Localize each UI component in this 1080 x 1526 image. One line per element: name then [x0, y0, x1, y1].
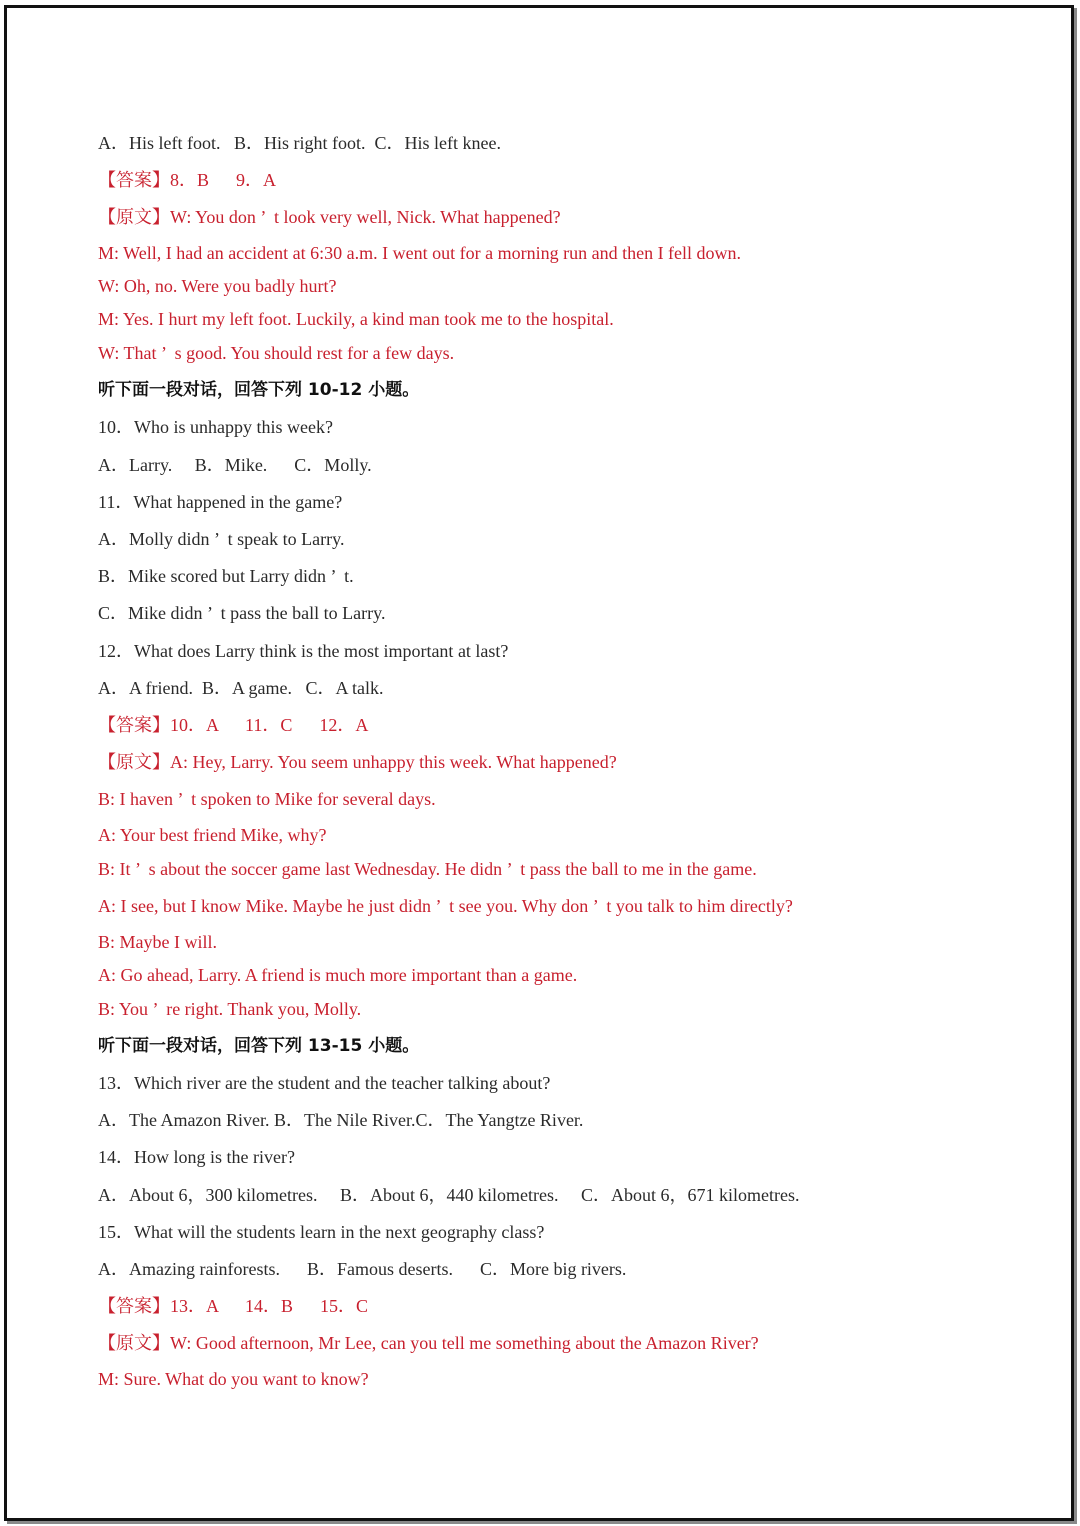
q11-option-b: B．Mike scored but Larry didn ’ t.	[98, 566, 354, 586]
q15-options: A．Amazing rainforests. B．Famous deserts. C．More big rivers.	[98, 1259, 627, 1279]
transcript-10-12-line-3: A: Your best friend Mike, why?	[98, 825, 327, 845]
question-13: 13．Which river are the student and the teacher talking about?	[98, 1073, 551, 1093]
transcript-10-12-line-6: B: Maybe I will.	[98, 932, 217, 952]
answer-13-15: 【答案】13．A 14．B 15．C	[98, 1296, 369, 1316]
question-12: 12．What does Larry think is the most important at last?	[98, 641, 509, 661]
transcript-10-12-line-2: B: I haven ’ t spoken to Mike for several days.	[98, 789, 436, 809]
q13-options: A．The Amazon River. B．The Nile River.C．The Yangtze River.	[98, 1110, 584, 1130]
question-11: 11．What happened in the game?	[98, 492, 343, 512]
question-15: 15．What will the students learn in the next geography class?	[98, 1222, 545, 1242]
q11-option-c: C．Mike didn ’ t pass the ball to Larry.	[98, 603, 386, 623]
transcript-8-9-line-3: W: Oh, no. Were you badly hurt?	[98, 276, 337, 296]
q14-options: A．About 6，300 kilometres. B．About 6，440 kilometres. C．About 6，671 kilometres.	[98, 1185, 800, 1205]
question-10: 10．Who is unhappy this week?	[98, 417, 333, 437]
section-heading-10-12: 听下面一段对话，回答下列 10-12 小题。	[98, 380, 420, 400]
transcript-10-12-line-1: 【原文】A: Hey, Larry. You seem unhappy this week. What happened?	[98, 752, 617, 772]
transcript-8-9-line-4: M: Yes. I hurt my left foot. Luckily, a kind man took me to the hospital.	[98, 309, 614, 329]
transcript-8-9-line-5: W: That ’ s good. You should rest for a few days.	[98, 343, 455, 363]
transcript-13-15-line-2: M: Sure. What do you want to know?	[98, 1369, 369, 1389]
transcript-8-9-line-1: 【原文】W: You don ’ t look very well, Nick. What happened?	[98, 207, 561, 227]
answer-8-9: 【答案】8．B 9．A	[98, 170, 277, 190]
question-14: 14．How long is the river?	[98, 1147, 295, 1167]
q10-options: A．Larry. B．Mike. C．Molly.	[98, 455, 372, 475]
transcript-10-12-line-7: A: Go ahead, Larry. A friend is much more important than a game.	[98, 965, 578, 985]
transcript-8-9-line-2: M: Well, I had an accident at 6:30 a.m. I went out for a morning run and then I fell down.	[98, 243, 742, 263]
transcript-10-12-line-4: B: It ’ s about the soccer game last Wednesday. He didn ’ t pass the ball to me in the game.	[98, 859, 757, 879]
q12-options: A．A friend. B．A game. C．A talk.	[98, 678, 384, 698]
answer-10-12: 【答案】10．A 11．C 12．A	[98, 715, 369, 735]
transcript-13-15-line-1: 【原文】W: Good afternoon, Mr Lee, can you tell me something about the Amazon River?	[98, 1333, 759, 1353]
q9-options: A．His left foot. B．His right foot. C．His left knee.	[98, 133, 501, 153]
q11-option-a: A．Molly didn ’ t speak to Larry.	[98, 529, 345, 549]
transcript-10-12-line-5: A: I see, but I know Mike. Maybe he just didn ’ t see you. Why don ’ t you talk to him directly?	[98, 896, 793, 916]
transcript-10-12-line-8: B: You ’ re right. Thank you, Molly.	[98, 999, 362, 1019]
section-heading-13-15: 听下面一段对话，回答下列 13-15 小题。	[98, 1036, 420, 1056]
